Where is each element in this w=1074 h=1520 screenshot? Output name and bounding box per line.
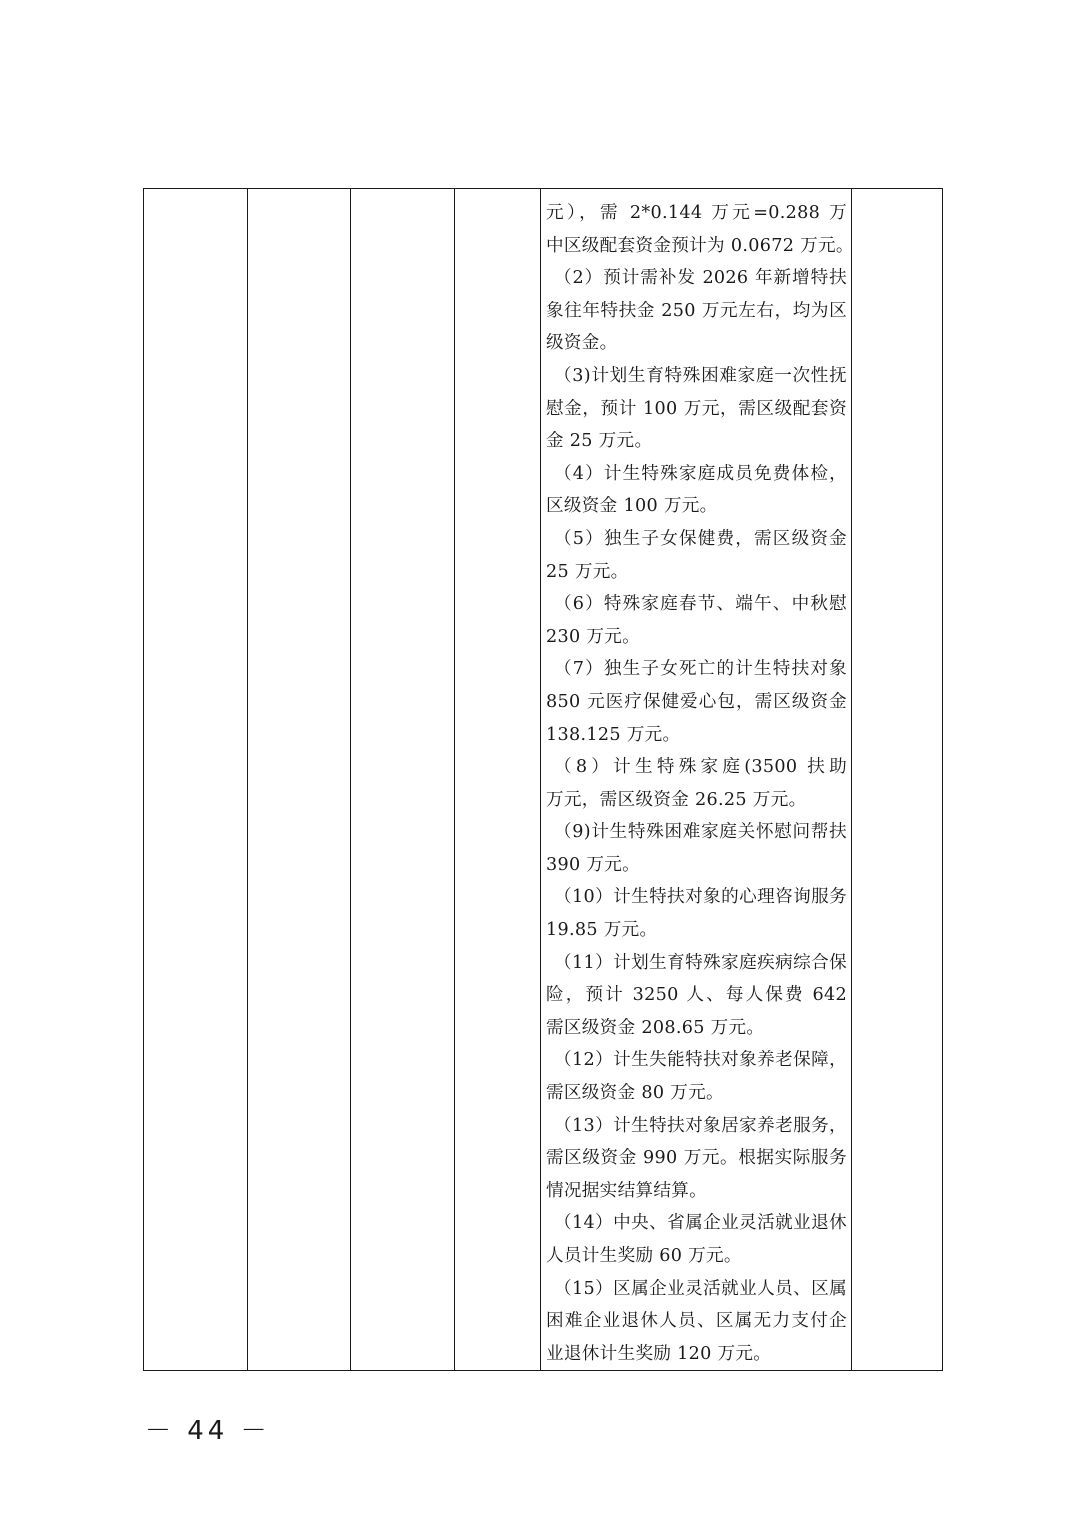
table-cell-col4 (455, 189, 541, 1371)
content-line: 慰金，预计 100 万元，需区级配套资 (546, 398, 847, 419)
content-line: 级资金。 (546, 333, 618, 354)
content-line: 19.85 万元。 (546, 920, 658, 941)
content-line: （15）区属企业灵活就业人员、区属 (554, 1278, 847, 1299)
data-table (143, 188, 943, 1371)
content-line: 390 万元。 (546, 854, 641, 875)
content-line: 138.125 万元。 (546, 724, 681, 745)
table-cell-content (541, 189, 852, 1371)
content-line: （3)计划生育特殊困难家庭一次性抚 (554, 365, 847, 386)
table-cell-col1 (144, 189, 248, 1371)
content-line: （5）独生子女保健费，需区级资金 (554, 528, 847, 549)
table-cell-col3 (351, 189, 455, 1371)
content-line: 区级资金 100 万元。 (546, 496, 718, 517)
table-cell-col2 (248, 189, 351, 1371)
content-line: 中区级配套资金预计为 0.0672 万元。 (546, 235, 854, 256)
content-line: （4）计生特殊家庭成员免费体检， (554, 463, 847, 484)
content-line: 险，预计 3250 人、每人保费 642 (546, 985, 847, 1006)
page-number: － 44 － (145, 1416, 271, 1446)
content-line: （2）预计需补发 2026 年新增特扶 (554, 268, 847, 289)
content-line: （12）计生失能特扶对象养老保障， (554, 1050, 847, 1071)
content-line: 象往年特扶金 250 万元左右，均为区 (546, 300, 847, 321)
table-row (144, 189, 943, 1371)
content-line: 230 万元。 (546, 626, 641, 647)
content-line: （7）独生子女死亡的计生特扶对象 (554, 659, 847, 680)
content-line: 万元，需区级资金 26.25 万元。 (546, 789, 807, 810)
content-line: （8）计生特殊家庭(3500 扶助 (554, 757, 847, 778)
content-line: 元），需 2*0.144 万元=0.288 万 (546, 203, 847, 223)
content-line: （10）计生特扶对象的心理咨询服务 (554, 887, 847, 908)
content-line: （9)计生特殊困难家庭关怀慰问帮扶 (554, 822, 847, 843)
content-line: 850 元医疗保健爱心包，需区级资金 (546, 691, 847, 712)
content-line: 人员计生奖励 60 万元。 (546, 1246, 742, 1266)
content-line: 金 25 万元。 (546, 431, 653, 452)
content-line: （11）计划生育特殊家庭疾病综合保 (554, 952, 847, 973)
content-line: 需区级资金 990 万元。根据实际服务 (546, 1148, 847, 1169)
content-line: 需区级资金 208.65 万元。 (546, 1017, 765, 1038)
content-line: 业退休计生奖励 120 万元。 (546, 1343, 772, 1364)
content-line: 情况据实结算结算。 (546, 1180, 708, 1201)
content-line: （14）中央、省属企业灵活就业退休 (554, 1213, 847, 1234)
content-line: 需区级资金 80 万元。 (546, 1083, 724, 1104)
table-cell-col6 (852, 189, 943, 1371)
content-line: 困难企业退休人员、区属无力支付企 (546, 1311, 847, 1332)
content-line: （13）计生特扶对象居家养老服务， (554, 1115, 847, 1136)
content-line: 25 万元。 (546, 561, 629, 582)
content-line: （6）特殊家庭春节、端午、中秋慰 (554, 594, 847, 615)
